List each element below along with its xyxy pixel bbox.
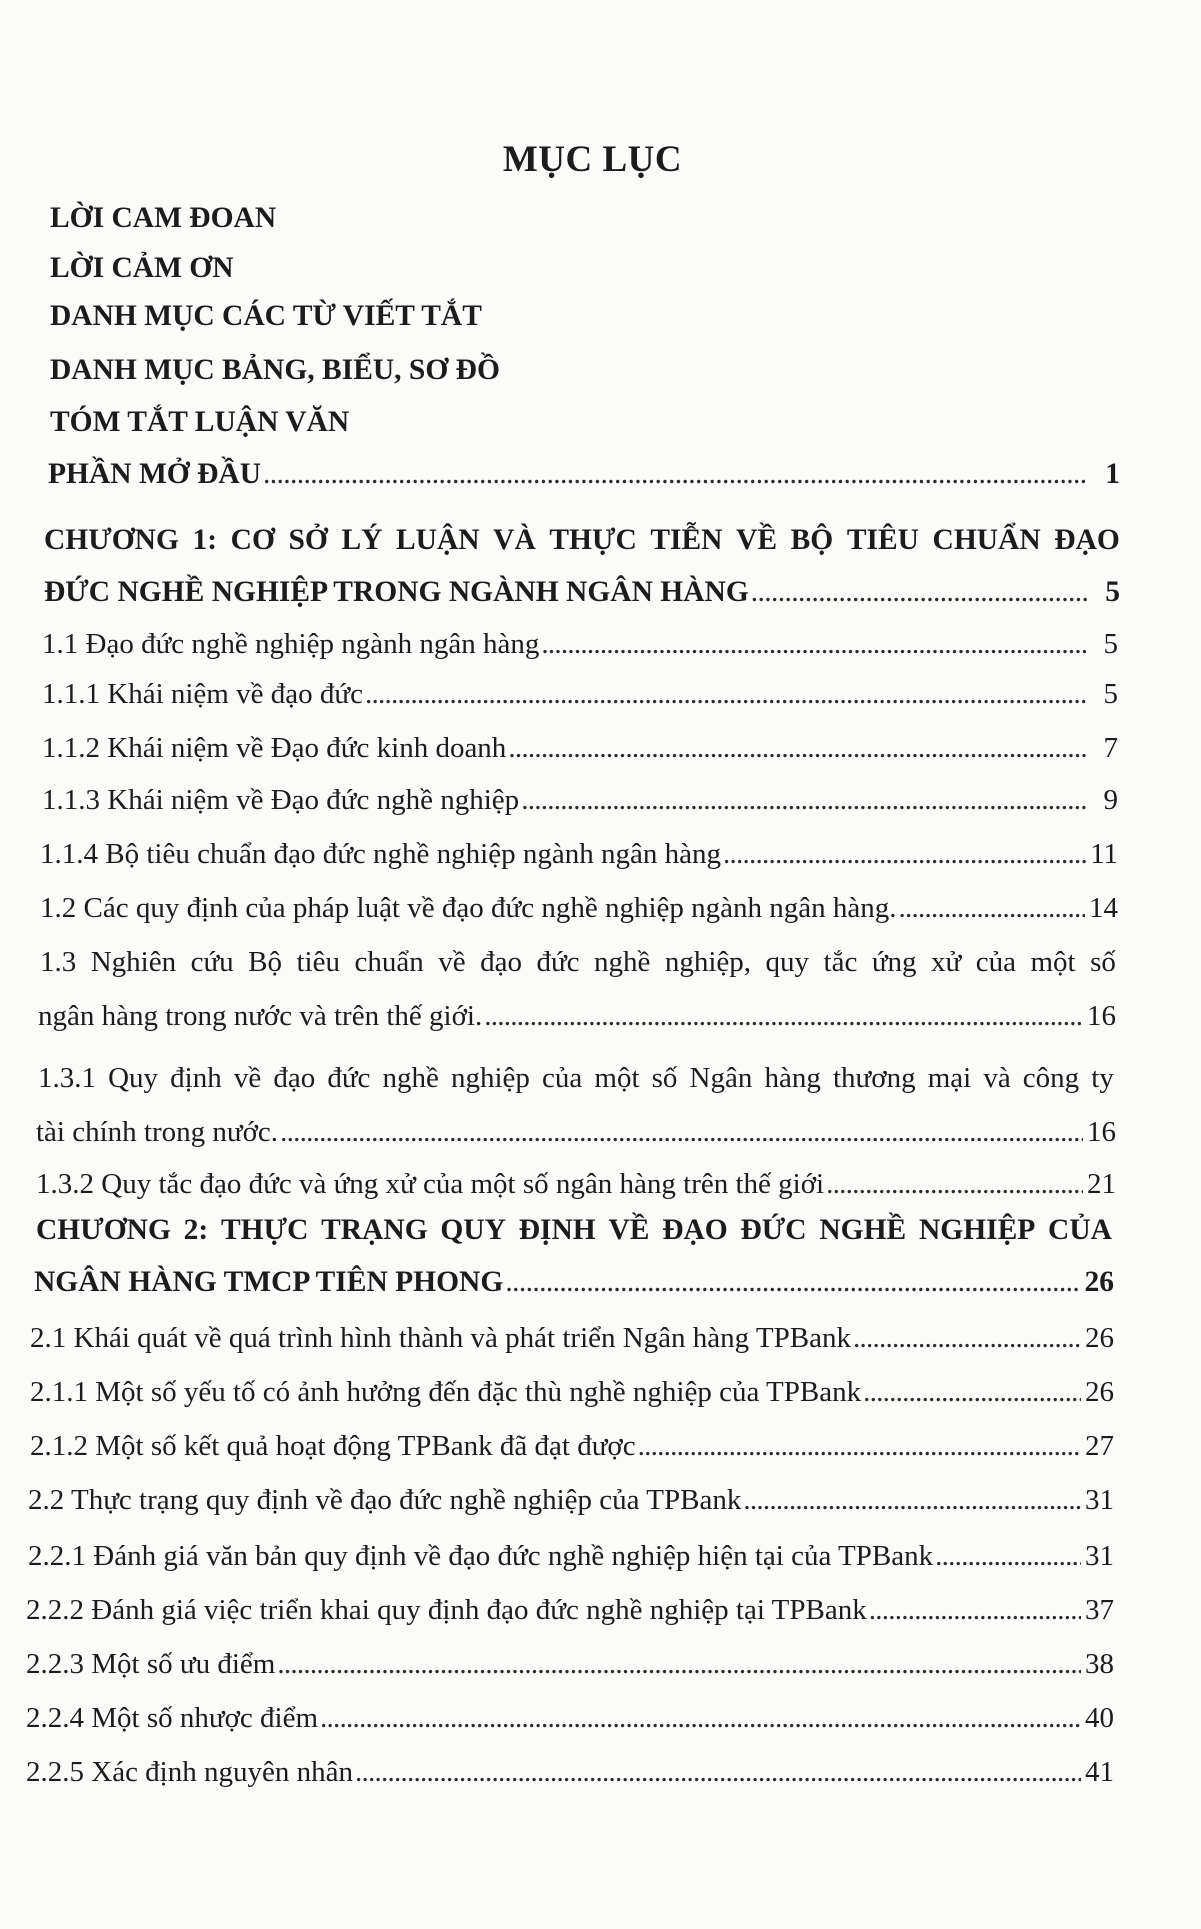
dot-leader [541,626,1086,662]
dot-leader [320,1700,1081,1736]
word: chuẩn [354,946,424,978]
dot-leader [638,1428,1081,1464]
toc-entry-text: 1.1 Đạo đức nghề nghiệp ngành ngân hàng [42,628,540,660]
dot-leader [521,782,1086,818]
dot-leader [355,1754,1081,1790]
toc-entry-text: 2.2 Thực trạng quy định về đạo đức nghề nghiệp của TPBank [28,1484,742,1516]
dot-leader [826,1166,1083,1202]
dot-leader [508,730,1086,766]
word: ĐẠO [662,1214,728,1246]
word: về [233,1062,262,1094]
word: NGHIỆP [918,1214,1036,1246]
word: của [542,1062,583,1094]
word: định [170,1062,222,1094]
word: một [594,1062,640,1094]
toc-chapter-2-line-1 [36,1212,1112,1248]
toc-page-number: 16 [1087,1000,1116,1032]
toc-page-number: 5 [1105,576,1120,608]
toc-entry-text: 2.2.3 Một số ưu điểm [26,1648,276,1680]
word: THỰC [220,1214,309,1246]
word: thương [832,1062,916,1094]
word: mại [927,1062,972,1094]
word: 2: [183,1214,209,1246]
word: CHUẨN [932,524,1041,556]
word: QUY [440,1214,506,1246]
toc-entry-text: 1.1.4 Bộ tiêu chuẩn đạo đức nghề nghiệp ngành ngân hàng [40,838,721,870]
toc-page-number: 11 [1090,838,1118,870]
toc-heading-tables-list: DANH MỤC BẢNG, BIỂU, SƠ ĐỒ [50,354,500,386]
page-title: MỤC LỤC [502,139,683,180]
word: Quy [108,1062,159,1094]
word: SỞ [288,524,328,556]
word: CHƯƠNG [36,1214,171,1246]
dot-leader [280,1114,1083,1150]
toc-page-number: 5 [1103,678,1118,710]
word: 1.3.1 [38,1062,96,1094]
toc-entry-text: ngân hàng trong nước và trên thế giới. [38,1000,483,1032]
toc-page-number: 1 [1105,458,1120,490]
toc-page-number: 37 [1085,1594,1114,1626]
toc-heading-loi-cam-doan: LỜI CAM ĐOAN [50,202,277,234]
word: VỀ [736,524,778,556]
toc-page-number: 21 [1087,1168,1116,1200]
word: 1: [192,524,218,556]
word: ty [1091,1062,1114,1094]
toc-entry-text: 2.1.1 Một số yếu tố có ảnh hưởng đến đặc thù nghề nghiệp của TPBank [30,1376,862,1408]
word: ĐẠO [1054,524,1120,556]
word: một [1030,946,1076,978]
word: đức [536,946,580,978]
word: nghề [594,946,651,978]
dot-leader [935,1538,1081,1574]
toc-entry-text: 2.2.4 Một số nhược điểm [26,1702,319,1734]
toc-page-number: 5 [1103,628,1118,660]
toc-entry-2-2-2 [26,1592,1114,1628]
dot-leader [277,1646,1081,1682]
word: Nghiên [90,946,177,978]
word: THỰC [549,524,637,556]
toc-page-number: 7 [1103,732,1118,764]
toc-page-number: 9 [1103,784,1118,816]
toc-page-number: 27 [1085,1430,1114,1462]
toc-entry-2-1-2 [30,1428,1114,1464]
word: xử [931,946,962,978]
toc-entry-text: PHẦN MỞ ĐẦU [48,458,262,490]
word: ĐỊNH [518,1214,596,1246]
toc-entry-intro [48,456,1120,492]
dot-leader [723,836,1086,872]
dot-leader [365,676,1086,712]
word: LÝ [341,524,383,556]
toc-entry-text: ĐỨC NGHỀ NGHIỆP TRONG NGÀNH NGÂN HÀNG [44,576,749,608]
word: Bộ [248,946,283,978]
toc-entry-text: 2.2.5 Xác định nguyên nhân [26,1756,353,1788]
word: CƠ [230,524,275,556]
word: nghề [382,1062,439,1094]
toc-entry-1-3-line-2 [38,998,1116,1034]
toc-page-number: 31 [1085,1540,1114,1572]
word: đức [327,1062,371,1094]
dot-leader [743,1482,1081,1518]
toc-page-number: 40 [1085,1702,1114,1734]
toc-entry-1-3-1-line-2 [36,1114,1116,1150]
word: LUẬN [396,524,480,556]
toc-heading-abbreviations: DANH MỤC CÁC TỪ VIẾT TẮT [50,300,482,332]
toc-entry-2-2 [28,1482,1114,1518]
toc-entry-1-1-4 [40,836,1118,872]
toc-entry-text: 1.1.1 Khái niệm về đạo đức [42,678,363,710]
toc-entry-text: tài chính trong nước. [36,1116,279,1148]
toc-entry-text: 1.3.2 Quy tắc đạo đức và ứng xử của một số ngân hàng trên thế giới [36,1168,825,1200]
toc-entry-text: 2.1.2 Một số kết quả hoạt động TPBank đã đạt được [30,1430,636,1462]
toc-entry-1-1-2 [42,730,1118,766]
toc-entry-2-2-1 [28,1538,1114,1574]
word: số [1090,946,1116,978]
toc-entry-text: 2.2.1 Đánh giá văn bản quy định về đạo đức nghề nghiệp hiện tại của TPBank [28,1540,934,1572]
toc-entry-1-1-1 [42,676,1118,712]
toc-page-number: 16 [1087,1116,1116,1148]
dot-leader [484,998,1083,1034]
toc-page-number: 26 [1085,1376,1114,1408]
dot-leader [853,1320,1081,1356]
dot-leader [505,1264,1080,1300]
word: 1.3 [40,946,77,978]
word: TIỄN [650,524,723,556]
dot-leader [263,456,1088,492]
word: về [438,946,466,978]
dot-leader [899,890,1086,926]
word: BỘ [790,524,834,556]
toc-entry-2-2-5 [26,1754,1114,1790]
word: TIÊU [846,524,919,556]
toc-entry-text: 1.1.3 Khái niệm về Đạo đức nghề nghiệp [42,784,520,816]
toc-entry-text: NGÂN HÀNG TMCP TIÊN PHONG [34,1266,504,1298]
dot-leader [863,1374,1081,1410]
toc-entry-1-3-1-line-1 [38,1060,1114,1096]
toc-entry-2-1-1 [30,1374,1114,1410]
word: số [651,1062,678,1094]
toc-page-number: 14 [1089,892,1118,924]
word: ứng [871,946,917,978]
toc-page-number: 41 [1085,1756,1114,1788]
word: VỀ [608,1214,650,1246]
word: TRẠNG [321,1214,428,1246]
word: công [1022,1062,1080,1094]
toc-entry-text: 2.2.2 Đánh giá việc triển khai quy định đạo đức nghề nghiệp tại TPBank [26,1594,867,1626]
toc-page-number: 26 [1085,1322,1114,1354]
word: hàng [764,1062,821,1094]
word: nghiệp, [664,946,752,978]
word: Ngân [689,1062,753,1094]
toc-heading-summary: TÓM TẮT LUẬN VĂN [50,406,350,438]
toc-entry-2-2-3 [26,1646,1114,1682]
toc-entry-text: 1.2 Các quy định của pháp luật về đạo đức nghề nghiệp ngành ngân hàng. [40,892,897,924]
dot-leader [751,574,1088,610]
toc-chapter-2-line-2 [34,1264,1114,1300]
word: VÀ [493,524,536,556]
word: NGHỀ [819,1214,907,1246]
toc-entry-1-3-line-1 [40,944,1116,980]
dot-leader [869,1592,1081,1628]
word: quy [765,946,810,978]
toc-entry-1-1 [42,626,1118,662]
toc-entry-1-1-3 [42,782,1118,818]
word: cứu [190,946,234,978]
word: của [975,946,1016,978]
toc-entry-2-2-4 [26,1700,1114,1736]
toc-page-number: 38 [1085,1648,1114,1680]
toc-page-number: 26 [1084,1266,1114,1298]
toc-chapter-1-line-1 [44,522,1120,558]
toc-chapter-1-line-2 [44,574,1120,610]
word: tắc [823,946,858,978]
word: CHƯƠNG [44,524,179,556]
toc-entry-text: 2.1 Khái quát về quá trình hình thành và phát triển Ngân hàng TPBank [30,1322,851,1354]
word: đạo [273,1062,316,1094]
word: đạo [480,946,522,978]
word: ĐỨC [740,1214,807,1246]
word: CỦA [1048,1214,1112,1246]
word: và [983,1062,1011,1094]
toc-entry-2-1 [30,1320,1114,1356]
toc-entry-1-2 [40,890,1118,926]
toc-entry-1-3-2 [36,1166,1116,1202]
toc-heading-loi-cam-on: LỜI CẢM ƠN [50,252,234,284]
toc-page-number: 31 [1085,1484,1114,1516]
word: tiêu [296,946,340,978]
toc-entry-text: 1.1.2 Khái niệm về Đạo đức kinh doanh [42,732,507,764]
word: nghiệp [451,1062,530,1094]
